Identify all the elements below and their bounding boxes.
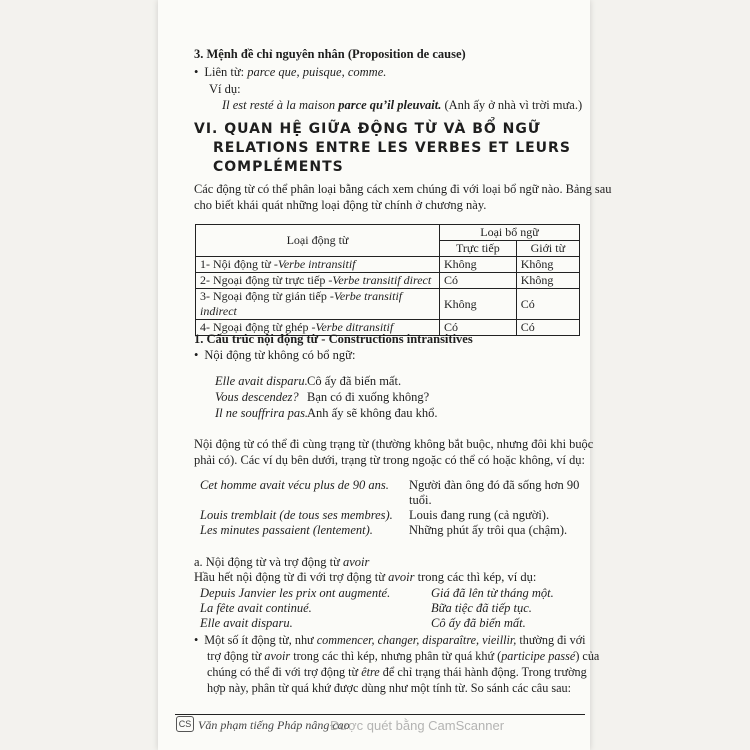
ex3-fr: Il ne souffrira pas. <box>215 406 309 420</box>
heading-line2: RELATIONS ENTRE LES VERBES ET LEURS <box>213 140 571 156</box>
camscanner-logo-icon: CS <box>176 716 194 732</box>
row-direct: Có <box>440 320 517 336</box>
sub-a-bullet-line3: chúng có thể đi với trợ động từ être để chỉ trạng thái hành động. Trong trường <box>207 665 587 679</box>
adv-ex1-vi-line1: Người đàn ông đó đã sống hơn 90 <box>409 478 580 492</box>
verb-types-table <box>195 224 580 336</box>
example-part1: Il est resté à la maison <box>222 98 339 112</box>
a-ex3-fr: Elle avait disparu. <box>200 616 293 630</box>
adv-ex3-fr: Les minutes passaient (lentement). <box>200 523 373 537</box>
example-part2: parce qu’il pleuvait. <box>338 98 442 112</box>
table-row <box>196 289 580 320</box>
example-translation: (Anh ấy ở nhà vì trời mưa.) <box>441 98 583 112</box>
a-ex2-vi: Bữa tiệc đã tiếp tục. <box>431 601 532 615</box>
intro-line1: Các động từ có thể phân loại bằng cách xem chúng đi với loại bổ ngữ nào. Bảng sau <box>194 182 612 196</box>
heading-line3: COMPLÉMENTS <box>213 159 344 175</box>
ex3-vi: Anh ấy sẽ không đau khổ. <box>307 406 438 420</box>
lien-tu-items: parce que, puisque, comme. <box>247 65 387 79</box>
th-verb-type: Loại động từ <box>196 225 440 257</box>
adv-ex1-vi-line2: tuổi. <box>409 493 432 507</box>
row-indirect: Không <box>516 257 579 273</box>
section3-title: 3. Mệnh đề chỉ nguyên nhân (Proposition de cause) <box>194 47 466 61</box>
ex2-vi: Bạn có đi xuống không? <box>307 390 430 404</box>
footer-title: Văn phạm tiếng Pháp nâng cao <box>198 718 350 732</box>
a-ex1-fr: Depuis Janvier les prix ont augmenté. <box>200 586 391 600</box>
intro-line2: cho biết khái quát những loại động từ chính ở chương này. <box>194 198 487 212</box>
sub-a-intro: Hầu hết nội động từ đi với trợ động từ avoir trong các thì kép, ví dụ: <box>194 570 537 584</box>
heading-line1: VI. QUAN HỆ GIỮA ĐỘNG TỪ VÀ BỔ NGỮ <box>194 121 541 137</box>
ex1-fr: Elle avait disparu. <box>215 374 308 388</box>
row-direct: Không <box>440 257 517 273</box>
para2-line2: phải có). Các ví dụ bên dưới, trạng từ trong ngoặc có thể có hoặc không, ví dụ: <box>194 453 585 467</box>
row-indirect: Có <box>516 320 579 336</box>
adv-ex2-fr: Louis tremblait (de tous ses membres). <box>200 508 393 522</box>
row-indirect: Không <box>516 273 579 289</box>
adv-ex3-vi: Những phút ấy trôi qua (chậm). <box>409 523 568 537</box>
sub-a-bullet-line4: hợp này, phân từ quá khứ được dùng như một tính từ. So sánh các câu sau: <box>207 681 571 695</box>
section3-example <box>222 98 582 113</box>
a-ex1-vi: Giá đã lên từ tháng một. <box>431 586 554 600</box>
row-direct: Không <box>440 289 517 320</box>
sub-a-bullet-line2: trợ động từ avoir trong các thì kép, nhưng phân từ quá khứ (participe passé) của <box>207 649 600 663</box>
row-name: 1- Nội động từ -Verbe intransitif <box>196 257 440 273</box>
vi-du-label: Ví dụ: <box>209 82 241 96</box>
th-complement-type: Loại bổ ngữ <box>440 225 580 241</box>
table-row <box>196 273 580 289</box>
sub-a-bullet-line1: • Một số ít động từ, như commencer, changer, disparaître, vieillir, thường đi với <box>194 633 586 648</box>
ex2-fr: Vous descendez? <box>215 390 299 404</box>
adv-ex1-fr: Cet homme avait vécu plus de 90 ans. <box>200 478 389 492</box>
sub-a-title: a. Nội động từ và trợ động từ avoir <box>194 555 370 569</box>
camscanner-watermark: Được quét bằng CamScanner <box>330 718 505 733</box>
row-indirect: Có <box>516 289 579 320</box>
row-name: 2- Ngoại động từ trực tiếp -Verbe transitif direct <box>196 273 440 289</box>
footer-divider <box>175 714 585 715</box>
a-ex2-fr: La fête avait continué. <box>200 601 312 615</box>
a-ex3-vi: Cô ấy đã biến mất. <box>431 616 526 630</box>
row-name: 4- Ngoại động từ ghép -Verbe ditransitif <box>196 320 440 336</box>
table-row <box>196 257 580 273</box>
ex1-vi: Cô ấy đã biến mất. <box>307 374 402 388</box>
row-direct: Có <box>440 273 517 289</box>
th-indirect: Giới từ <box>516 241 579 257</box>
para2-line1: Nội động từ có thể đi cùng trạng từ (thường không bắt buộc, nhưng đôi khi buộc <box>194 437 594 451</box>
sub1-bullet: • Nội động từ không có bổ ngữ: <box>194 348 355 363</box>
lien-tu-label: Liên từ: <box>204 65 248 79</box>
sub1-title: 1. Cấu trúc nội động từ - Constructions intransitives <box>194 332 473 346</box>
row-name: 3- Ngoại động từ gián tiếp -Verbe transitif indirect <box>196 289 440 320</box>
adv-ex2-vi: Louis đang rung (cả người). <box>409 508 550 522</box>
lien-tu-line <box>194 65 386 80</box>
th-direct: Trực tiếp <box>440 241 517 257</box>
